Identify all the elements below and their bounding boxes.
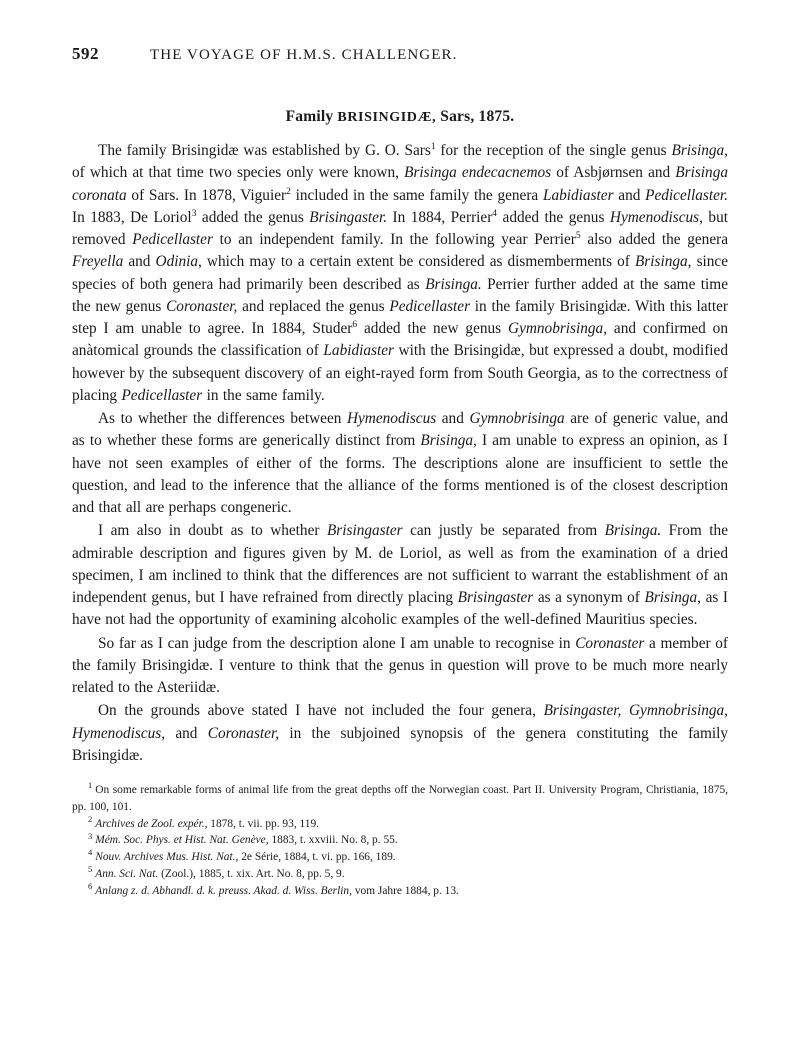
footnote-item xyxy=(72,880,728,900)
running-title: THE VOYAGE OF H.M.S. CHALLENGER. xyxy=(150,47,458,63)
section-title-lead: Family xyxy=(285,108,338,125)
taxon-name: Brisinga coronata xyxy=(72,164,728,204)
taxon-name: Coronaster xyxy=(575,634,645,652)
text-run: From the admirable description and figures given by M. de Loriol, as well as from the examination of a dried specimen, I am inclined to think that the differences are not sufficient to warrant the establishment of an independent genus, but I have refrained from directly placing xyxy=(72,522,728,606)
text-run: of Asbjørnsen and xyxy=(551,164,676,182)
taxon-name: Brisinga, xyxy=(420,432,477,450)
text-run: In 1884, Perrier xyxy=(387,208,493,226)
footnote-italic: Nouv. Archives Mus. Hist. Nat., xyxy=(95,851,239,864)
text-run: can justly be separated from xyxy=(402,522,605,540)
text-run: I am unable to express an opinion, as I have not seen examples of either of the forms. The descriptions alone are insufficient to settle the question, and lead to the inference that the alliance of the forms mentioned is of the closest description and that all are perhaps congeneric. xyxy=(72,432,728,516)
taxon-name: Hymenodiscus, xyxy=(609,208,703,226)
footnote-ref[interactable]: 4 xyxy=(492,208,498,219)
page-header xyxy=(72,44,728,74)
footnote-text: On some remarkable forms of animal life from the great depths off the Norwegian coast. Part II. University Program, Christiania, 1875, pp. 100, 101. xyxy=(72,784,728,813)
footnote-ref[interactable]: 1 xyxy=(430,141,436,152)
taxon-name: Freyella xyxy=(72,253,124,271)
text-run: and xyxy=(613,186,646,204)
text-run: but removed xyxy=(72,208,728,248)
taxon-name: Labidiaster xyxy=(323,342,394,360)
text-run: for the reception of the single genus xyxy=(435,142,672,159)
text-run: As to whether the differences between xyxy=(98,410,347,427)
paragraph-5 xyxy=(72,700,728,767)
taxon-name: Brisingaster, Gymnobrisinga, Hymenodiscus, xyxy=(72,702,728,742)
text-run: So far as I can judge from the description alone I am unable to recognise in xyxy=(98,634,576,652)
section-title xyxy=(72,108,728,126)
footnote-text: vom Jahre 1884, p. 13. xyxy=(351,884,459,897)
text-run: to an independent family. In the following year Perrier xyxy=(212,231,576,248)
footnote-item xyxy=(72,849,728,866)
footnote-marker: 5 xyxy=(88,864,93,875)
footnote-text: 1883, t. xxviii. No. 8, p. 55. xyxy=(268,834,398,847)
text-run: and confirmed on anàtomical grounds the classification of xyxy=(72,320,728,360)
taxon-name: Brisinga, xyxy=(644,589,702,606)
text-run: which may to a certain extent be considered as dismemberments of xyxy=(201,253,635,271)
text-run: with the Brisingidæ, but expressed a doubt, modified however by the subsequent discovery of an eight-rayed form from South Georgia, as to the correctness of placing xyxy=(72,342,728,404)
footnote-ref[interactable]: 5 xyxy=(575,230,581,241)
footnote-text: 2e Série, 1884, t. vi. pp. 166, 189. xyxy=(238,851,396,864)
text-run: added the genus xyxy=(497,208,610,226)
footnote-italic: Ann. Sci. Nat. xyxy=(95,867,159,880)
taxon-name: Gymnobrisinga xyxy=(469,410,565,427)
footnote-list xyxy=(72,782,728,899)
text-run: are of generic value, and as to whether these forms are generically distinct from xyxy=(72,410,728,450)
text-run: of which at that time two species only were known, xyxy=(72,164,405,182)
taxon-name: Labidiaster xyxy=(542,186,614,204)
text-run: On the grounds above stated I have not included the four genera, xyxy=(98,702,544,720)
footnote-marker: 2 xyxy=(88,813,93,824)
taxon-name: Brisingaster. xyxy=(309,208,388,226)
text-run: In 1883, De Loriol xyxy=(72,208,192,226)
footnote-text: (Zool.), 1885, t. xix. Art. No. 8, pp. 5, 9. xyxy=(158,867,345,880)
footnote-italic: Archives de Zool. expér., xyxy=(95,817,208,830)
taxon-name: Pedicellaster xyxy=(389,297,471,315)
text-run: The family Brisingidæ was established by G. O. Sars xyxy=(98,142,431,159)
taxon-name: Brisingaster xyxy=(326,522,403,540)
taxon-name: Brisinga, xyxy=(671,142,728,159)
taxon-name: Brisinga. xyxy=(604,522,662,540)
text-run: in the subjoined synopsis of the genera constituting the family Brisingidæ. xyxy=(72,724,728,764)
text-run: of Sars. In 1878, Viguier xyxy=(126,186,287,204)
taxon-name: Brisingaster xyxy=(457,589,534,606)
section-title-tail: Sars, 1875. xyxy=(436,108,515,125)
footnote-ref[interactable]: 6 xyxy=(352,319,358,330)
paragraph-2 xyxy=(72,408,728,519)
taxon-name: Pedicellaster. xyxy=(645,186,728,204)
page-number: 592 xyxy=(72,44,99,63)
paragraph-3 xyxy=(72,520,728,631)
footnote-ref[interactable]: 3 xyxy=(191,208,197,219)
footnote-italic: Mém. Soc. Phys. et Hist. Nat. Genève, xyxy=(95,834,269,847)
taxon-name: Odinia, xyxy=(155,253,202,271)
text-run: also added the genera xyxy=(580,231,729,248)
text-run: in the family Brisingidæ. With this latter step I am unable to agree. In 1884, Studer xyxy=(72,297,728,337)
text-run: and replaced the genus xyxy=(237,297,390,315)
paragraph-1 xyxy=(72,140,728,407)
taxon-name: Gymnobrisinga, xyxy=(508,320,608,337)
text-run: a member of the family Brisingidæ. I venture to think that the genus in question will prove to be much more nearly related to the Asteriidæ. xyxy=(72,634,728,696)
text-run: Perrier further added at the same time the new genus xyxy=(72,275,728,315)
taxon-name: Brisinga, xyxy=(634,253,692,271)
paragraph-4 xyxy=(72,633,728,700)
footnote-item xyxy=(72,866,728,883)
footnote-text: 1878, t. vii. pp. 93, 119. xyxy=(207,817,320,830)
text-run: since species of both genera had primarily been described as xyxy=(72,253,728,293)
taxon-name: Coronaster, xyxy=(166,297,238,315)
text-run: as I have not had the opportunity of examining alcoholic examples of the well-defined Mauritius species. xyxy=(72,589,728,629)
taxon-name: Brisinga. xyxy=(425,275,482,293)
footnote-marker: 6 xyxy=(88,880,93,891)
taxon-name: Coronaster, xyxy=(207,724,280,742)
footnote-item xyxy=(72,832,728,849)
text-run: added the new genus xyxy=(357,320,509,337)
taxon-name: Hymenodiscus xyxy=(346,410,437,427)
footnote-item xyxy=(72,813,728,833)
text-run: in the same family. xyxy=(202,386,325,404)
text-run: as a synonym of xyxy=(533,589,645,606)
footnote-italic: Anlang z. d. Abhandl. d. k. preuss. Akad. d. Wiss. Berlin, xyxy=(95,884,352,897)
footnote-item xyxy=(72,782,728,816)
taxon-name: Pedicellaster xyxy=(121,386,203,404)
taxon-name: Pedicellaster xyxy=(132,231,213,248)
footnote-marker: 3 xyxy=(88,830,93,841)
text-run: added the genus xyxy=(196,208,310,226)
text-run: and xyxy=(123,253,156,271)
footnote-marker: 4 xyxy=(88,847,93,858)
text-run: I am also in doubt as to whether xyxy=(98,522,327,540)
text-run: and xyxy=(436,410,470,427)
text-run: and xyxy=(165,724,208,742)
text-run: included in the same family the genera xyxy=(290,186,543,204)
footnote-ref[interactable]: 2 xyxy=(286,186,291,197)
taxon-name: Brisinga endecacnemos xyxy=(404,164,552,182)
footnote-marker: 1 xyxy=(88,780,93,791)
section-title-genus: BRISINGIDÆ, xyxy=(337,110,437,125)
